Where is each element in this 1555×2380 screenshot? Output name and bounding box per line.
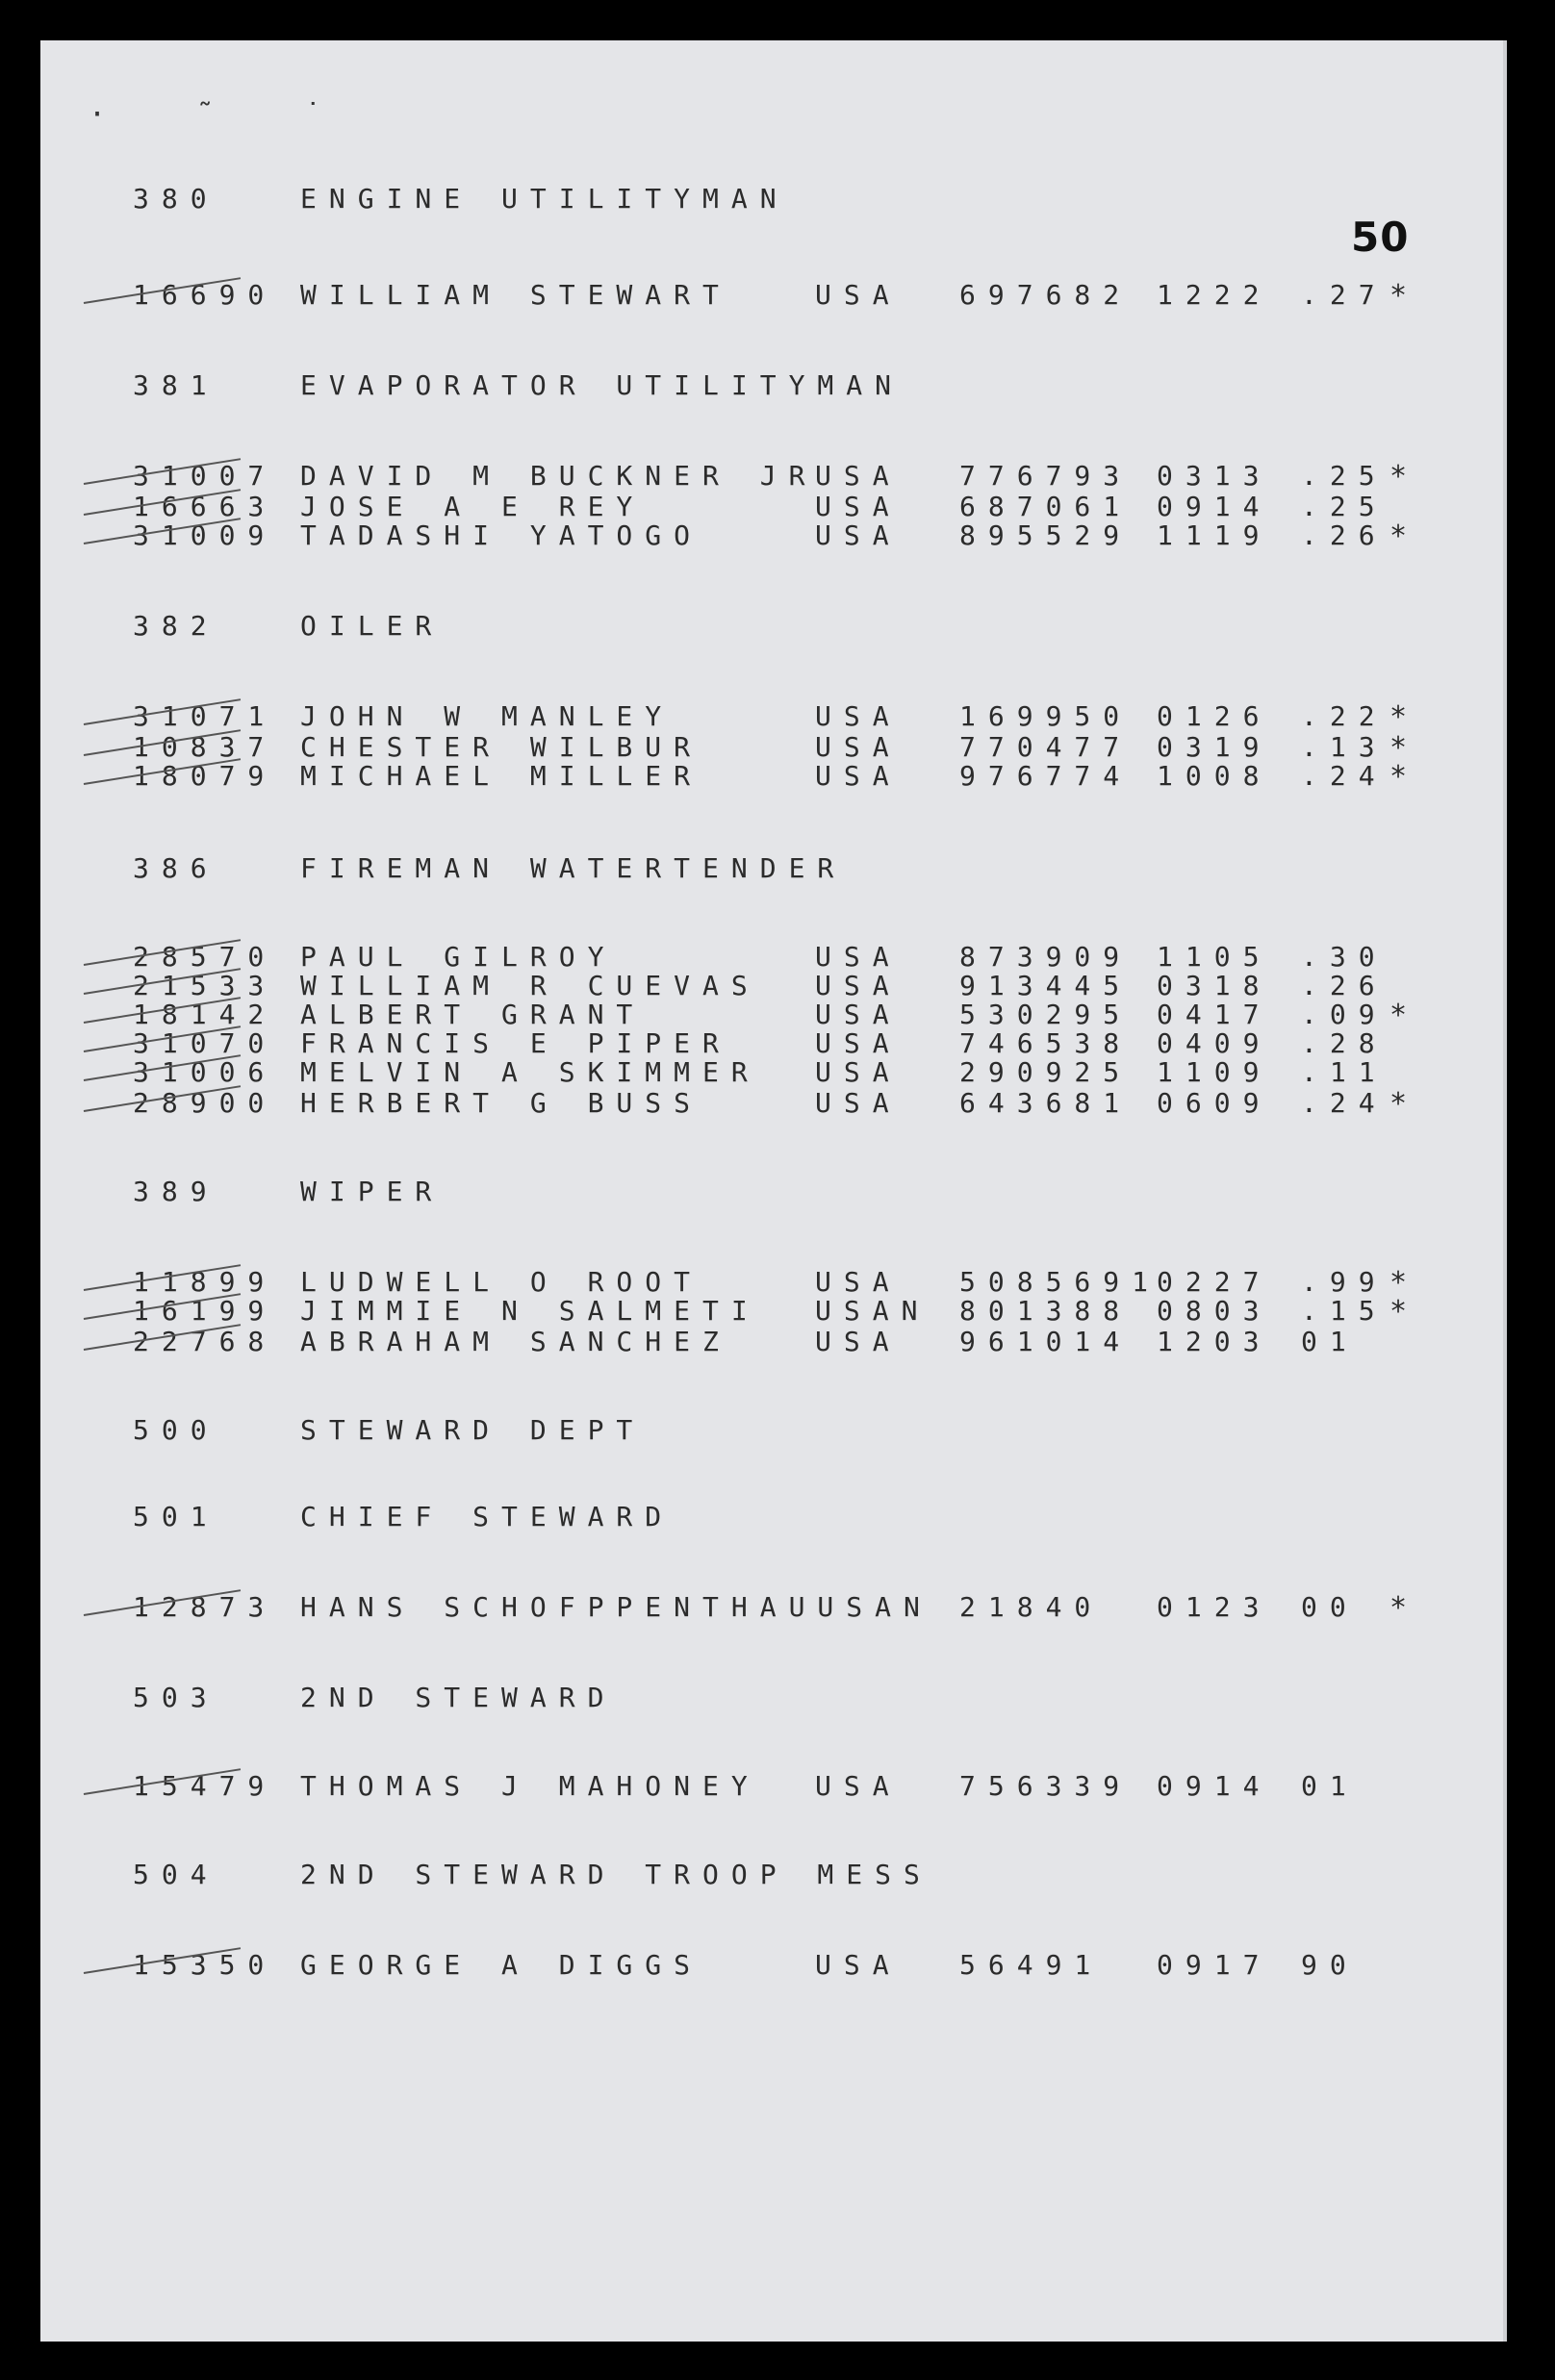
crew-id: 18142 bbox=[133, 999, 277, 1030]
crew-nat: USA bbox=[815, 999, 902, 1030]
crew-name: MELVIN A SKIMMER bbox=[300, 1056, 760, 1088]
crew-rate: .26 bbox=[1301, 970, 1388, 1001]
document-sheet bbox=[40, 40, 1507, 2342]
crew-date: 1109 bbox=[1157, 1056, 1272, 1088]
crew-date: 0227 bbox=[1157, 1266, 1272, 1298]
crew-date: 0126 bbox=[1157, 700, 1272, 732]
crew-rate: .26 bbox=[1301, 519, 1388, 551]
crew-zip: 776793 bbox=[959, 460, 1133, 492]
crew-zip: 5085691 bbox=[959, 1266, 1161, 1298]
crew-zip: 976774 bbox=[959, 760, 1133, 792]
crew-nat: USA bbox=[815, 700, 902, 732]
crew-date: 0318 bbox=[1157, 970, 1272, 1001]
crew-id: 11899 bbox=[133, 1266, 277, 1298]
crew-zip: 290925 bbox=[959, 1056, 1133, 1088]
crew-date: 0917 bbox=[1157, 1949, 1272, 1981]
crew-id: 31009 bbox=[133, 519, 277, 551]
crew-date: 1008 bbox=[1157, 760, 1272, 792]
crew-nat: USAN bbox=[815, 1295, 930, 1327]
crew-id: 15350 bbox=[133, 1949, 277, 1981]
section-code: 504 bbox=[133, 1859, 219, 1890]
crew-name: JOSE A E REY bbox=[300, 491, 646, 522]
crew-nat: USA bbox=[815, 1027, 902, 1059]
crew-id: 31006 bbox=[133, 1056, 277, 1088]
crew-name: HERBERT G BUSS bbox=[300, 1087, 703, 1119]
crew-zip: 643681 bbox=[959, 1087, 1133, 1119]
crew-mark: * bbox=[1389, 1087, 1420, 1121]
scan-specks: · ˜ ˙ bbox=[89, 98, 359, 132]
crew-zip: 770477 bbox=[959, 731, 1133, 763]
crew-zip: 530295 bbox=[959, 999, 1133, 1030]
crew-id: 28900 bbox=[133, 1087, 277, 1119]
crew-rate: .13 bbox=[1301, 731, 1388, 763]
section-code: 500 bbox=[133, 1414, 219, 1446]
crew-rate: .25 bbox=[1301, 460, 1388, 492]
section-title: 2ND STEWARD TROOP MESS bbox=[300, 1859, 932, 1890]
crew-name: THOMAS J MAHONEY bbox=[300, 1770, 760, 1802]
crew-name: WILLIAM R CUEVAS bbox=[300, 970, 760, 1001]
crew-mark: * bbox=[1389, 519, 1420, 553]
section-code: 381 bbox=[133, 369, 219, 401]
crew-id: 15479 bbox=[133, 1770, 277, 1802]
crew-nat: USA bbox=[815, 519, 902, 551]
crew-name: MICHAEL MILLER bbox=[300, 760, 703, 792]
section-title: 2ND STEWARD bbox=[300, 1682, 617, 1713]
crew-date: 0313 bbox=[1157, 460, 1272, 492]
crew-name: HANS SCHOFPPENTHAUUSAN bbox=[300, 1591, 932, 1623]
crew-name: DAVID M BUCKNER JR bbox=[300, 460, 818, 492]
crew-date: 0319 bbox=[1157, 731, 1272, 763]
crew-name: TADASHI YATOGO bbox=[300, 519, 703, 551]
crew-nat: USA bbox=[815, 760, 902, 792]
section-title: CHIEF STEWARD bbox=[300, 1501, 675, 1532]
crew-rate: 00 bbox=[1301, 1591, 1359, 1623]
section-code: 389 bbox=[133, 1176, 219, 1207]
crew-rate: .24 bbox=[1301, 760, 1388, 792]
section-code: 501 bbox=[133, 1501, 219, 1532]
crew-name: CHESTER WILBUR bbox=[300, 731, 703, 763]
crew-rate: .15 bbox=[1301, 1295, 1388, 1327]
section-title: OILER bbox=[300, 610, 445, 642]
crew-zip: 746538 bbox=[959, 1027, 1133, 1059]
crew-rate: .11 bbox=[1301, 1056, 1388, 1088]
section-title: EVAPORATOR UTILITYMAN bbox=[300, 369, 905, 401]
crew-id: 28570 bbox=[133, 941, 277, 973]
crew-date: 1105 bbox=[1157, 941, 1272, 973]
crew-date: 0409 bbox=[1157, 1027, 1272, 1059]
crew-zip: 756339 bbox=[959, 1770, 1133, 1802]
crew-name: GEORGE A DIGGS bbox=[300, 1949, 703, 1981]
crew-zip: 21840 bbox=[959, 1591, 1104, 1623]
crew-nat: USA bbox=[815, 731, 902, 763]
crew-id: 31070 bbox=[133, 1027, 277, 1059]
crew-mark: * bbox=[1389, 460, 1420, 494]
section-code: 386 bbox=[133, 852, 219, 884]
crew-mark: * bbox=[1389, 700, 1420, 734]
crew-mark: * bbox=[1389, 760, 1420, 794]
crew-zip: 961014 bbox=[959, 1326, 1133, 1357]
crew-mark: * bbox=[1389, 731, 1420, 765]
crew-mark: * bbox=[1389, 1266, 1420, 1300]
crew-name: JOHN W MANLEY bbox=[300, 700, 675, 732]
crew-name: PAUL GILROY bbox=[300, 941, 617, 973]
section-title: ENGINE UTILITYMAN bbox=[300, 183, 789, 215]
crew-mark: * bbox=[1389, 1295, 1420, 1329]
section-code: 382 bbox=[133, 610, 219, 642]
crew-nat: USA bbox=[815, 460, 902, 492]
crew-date: 0609 bbox=[1157, 1087, 1272, 1119]
crew-mark: * bbox=[1389, 1591, 1420, 1625]
crew-name: JIMMIE N SALMETI bbox=[300, 1295, 760, 1327]
section-title: STEWARD DEPT bbox=[300, 1414, 646, 1446]
crew-rate: .28 bbox=[1301, 1027, 1388, 1059]
crew-date: 1203 bbox=[1157, 1326, 1272, 1357]
crew-id: 16663 bbox=[133, 491, 277, 522]
crew-date: 0803 bbox=[1157, 1295, 1272, 1327]
crew-zip: 687061 bbox=[959, 491, 1133, 522]
crew-rate: 01 bbox=[1301, 1770, 1359, 1802]
crew-zip: 873909 bbox=[959, 941, 1133, 973]
crew-zip: 697682 bbox=[959, 279, 1133, 311]
crew-id: 31071 bbox=[133, 700, 277, 732]
section-title: WIPER bbox=[300, 1176, 445, 1207]
crew-zip: 56491 bbox=[959, 1949, 1104, 1981]
crew-rate: .24 bbox=[1301, 1087, 1388, 1119]
crew-id: 16690 bbox=[133, 279, 277, 311]
crew-id: 16199 bbox=[133, 1295, 277, 1327]
crew-date: 0123 bbox=[1157, 1591, 1272, 1623]
crew-id: 31007 bbox=[133, 460, 277, 492]
crew-name: FRANCIS E PIPER bbox=[300, 1027, 731, 1059]
crew-rate: 90 bbox=[1301, 1949, 1359, 1981]
crew-rate: .27 bbox=[1301, 279, 1388, 311]
crew-name: WILLIAM STEWART bbox=[300, 279, 731, 311]
section-code: 380 bbox=[133, 183, 219, 215]
crew-rate: .22 bbox=[1301, 700, 1388, 732]
crew-nat: USA bbox=[815, 1266, 902, 1298]
crew-nat: USA bbox=[815, 970, 902, 1001]
crew-nat: USA bbox=[815, 1770, 902, 1802]
crew-nat: USA bbox=[815, 491, 902, 522]
crew-name: LUDWELL O ROOT bbox=[300, 1266, 703, 1298]
crew-rate: 01 bbox=[1301, 1326, 1359, 1357]
crew-nat: USA bbox=[815, 1949, 902, 1981]
crew-zip: 913445 bbox=[959, 970, 1133, 1001]
section-title: FIREMAN WATERTENDER bbox=[300, 852, 847, 884]
crew-nat: USA bbox=[815, 1056, 902, 1088]
crew-rate: .30 bbox=[1301, 941, 1388, 973]
crew-mark: * bbox=[1389, 999, 1420, 1032]
crew-id: 21533 bbox=[133, 970, 277, 1001]
crew-mark: * bbox=[1389, 279, 1420, 313]
crew-rate: .09 bbox=[1301, 999, 1388, 1030]
section-code: 503 bbox=[133, 1682, 219, 1713]
crew-date: 0914 bbox=[1157, 1770, 1272, 1802]
crew-nat: USA bbox=[815, 1326, 902, 1357]
crew-id: 18079 bbox=[133, 760, 277, 792]
crew-id: 10837 bbox=[133, 731, 277, 763]
crew-name: ABRAHAM SANCHEZ bbox=[300, 1326, 731, 1357]
crew-name: ALBERT GRANT bbox=[300, 999, 646, 1030]
crew-id: 22768 bbox=[133, 1326, 277, 1357]
crew-nat: USA bbox=[815, 279, 902, 311]
crew-rate: .25 bbox=[1301, 491, 1388, 522]
crew-zip: 169950 bbox=[959, 700, 1133, 732]
crew-nat: USA bbox=[815, 1087, 902, 1119]
crew-date: 1119 bbox=[1157, 519, 1272, 551]
crew-date: 1222 bbox=[1157, 279, 1272, 311]
crew-zip: 801388 bbox=[959, 1295, 1133, 1327]
crew-nat: USA bbox=[815, 941, 902, 973]
crew-rate: .99 bbox=[1301, 1266, 1388, 1298]
crew-date: 0914 bbox=[1157, 491, 1272, 522]
page-number: 50 bbox=[1351, 214, 1410, 261]
crew-zip: 895529 bbox=[959, 519, 1133, 551]
crew-id: 12873 bbox=[133, 1591, 277, 1623]
crew-date: 0417 bbox=[1157, 999, 1272, 1030]
